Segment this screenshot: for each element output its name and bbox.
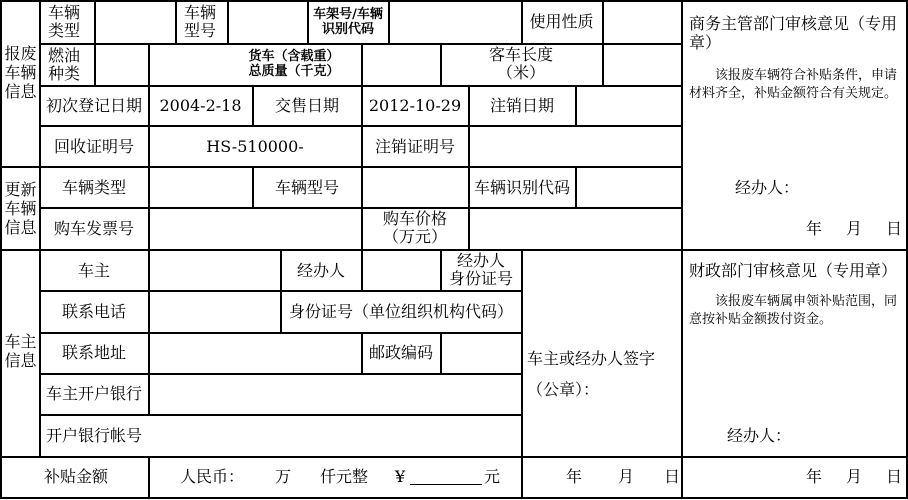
cancel-date-label: 注销日期 <box>489 96 554 115</box>
owner-date-year: 年 <box>566 467 583 486</box>
col-line <box>361 249 363 291</box>
subsidy-yen: ¥ <box>395 467 406 486</box>
postal-code-label: 邮政编码 <box>368 343 433 362</box>
recycle-cert-value: HS-510000- <box>206 137 304 156</box>
address-label: 联系地址 <box>61 343 126 362</box>
owner-date-day: 日 <box>664 467 681 486</box>
finance-review-opinion: 该报废车辆属申领补贴范围，同意按补贴金额拨付资金。 <box>689 294 898 327</box>
subsidy-rmb: 人民币： <box>180 467 245 486</box>
row-line <box>40 332 522 334</box>
finance-review-title: 财政部门审核意见（专用章） <box>689 261 898 280</box>
amount-underline <box>410 484 482 485</box>
first-registration-label: 初次登记日期 <box>45 96 142 115</box>
col-line <box>148 249 150 415</box>
new-vehicle-type-label: 车辆类型 <box>61 178 126 197</box>
col-line <box>440 332 442 374</box>
section-label-scrap-vehicle: 报废 车辆 信息 <box>4 44 37 101</box>
recycle-cert-label: 回收证明号 <box>53 137 134 156</box>
new-vehicle-vin-label: 车辆识别代码 <box>473 178 570 197</box>
bus-length-label: 客车长度 （米） <box>488 45 553 82</box>
commerce-date-month: 月 <box>846 219 863 238</box>
scrap-vehicle-model-label: 车辆 型号 <box>184 3 217 40</box>
col-line <box>468 126 470 166</box>
col-line <box>148 166 150 208</box>
commerce-handler-label: 经办人： <box>735 178 800 197</box>
owner-label: 车主 <box>77 261 110 280</box>
col-line <box>602 44 604 86</box>
finance-date-year: 年 <box>806 467 823 486</box>
col-line <box>148 208 150 250</box>
scrap-usage-label: 使用性质 <box>529 12 594 31</box>
subsidy-yuan: 元 <box>484 467 501 486</box>
col-line <box>575 166 577 208</box>
first-registration-value: 2004-2-18 <box>159 96 242 115</box>
col-line <box>148 44 150 86</box>
col-line <box>468 208 470 250</box>
col-line <box>94 0 96 86</box>
handover-date-value: 2012-10-29 <box>368 96 462 115</box>
col-line <box>602 0 604 44</box>
col-line <box>148 456 150 498</box>
commerce-date-day: 日 <box>886 219 903 238</box>
col-line <box>521 249 523 498</box>
new-vehicle-model-label: 车辆型号 <box>274 178 339 197</box>
scrap-vehicle-type-label: 车辆 类型 <box>48 3 81 40</box>
commerce-review-opinion: 该报废车辆符合补贴条件，申请材料齐全，补贴金额符合有关规定。 <box>689 68 898 101</box>
agent-label: 经办人 <box>296 261 345 280</box>
row-line <box>40 414 522 416</box>
handover-date-label: 交售日期 <box>274 96 339 115</box>
account-label: 开户银行帐号 <box>45 426 142 445</box>
commerce-review-title: 商务主管部门审核意见（专用 章） <box>689 14 898 52</box>
subsidy-wan: 万 <box>275 467 292 486</box>
subsidy-label: 补贴金额 <box>44 467 109 486</box>
section-label-new-vehicle: 更新 车辆 信息 <box>4 180 37 237</box>
id-number-label: 身份证号（单位组织机构代码） <box>288 302 513 321</box>
fuel-type-label: 燃油 种类 <box>48 46 81 83</box>
border-bottom <box>0 497 908 499</box>
section-line <box>0 249 908 251</box>
row-line <box>40 373 522 375</box>
signature-label: 车主或经办人签字 （公章）： <box>527 349 656 399</box>
agent-id-label: 经办人 身份证号 <box>448 251 513 288</box>
col-line <box>575 86 577 126</box>
finance-date-day: 日 <box>886 467 903 486</box>
scrap-vin-label: 车架号/车辆 识别代码 <box>313 7 383 37</box>
section-line <box>0 166 682 168</box>
finance-handler-label: 经办人： <box>727 426 792 445</box>
col-line <box>227 0 229 44</box>
owner-date-month: 月 <box>618 467 635 486</box>
cancel-cert-label: 注销证明号 <box>374 137 455 156</box>
commerce-date-year: 年 <box>806 219 823 238</box>
invoice-number-label: 购车发票号 <box>53 219 134 238</box>
section-label-owner: 车主 信息 <box>4 332 37 370</box>
purchase-price-label: 购车价格 （万元） <box>382 209 447 246</box>
border-top <box>0 0 908 2</box>
subsidy-qian: 仟元整 <box>320 467 369 486</box>
section-line <box>0 456 908 458</box>
finance-date-month: 月 <box>846 467 863 486</box>
phone-label: 联系电话 <box>61 302 126 321</box>
bank-label: 车主开户银行 <box>45 384 142 403</box>
col-line <box>681 0 683 499</box>
truck-mass-label: 货车（含载重） 总质量（千克） <box>248 49 340 79</box>
col-line <box>175 0 177 44</box>
